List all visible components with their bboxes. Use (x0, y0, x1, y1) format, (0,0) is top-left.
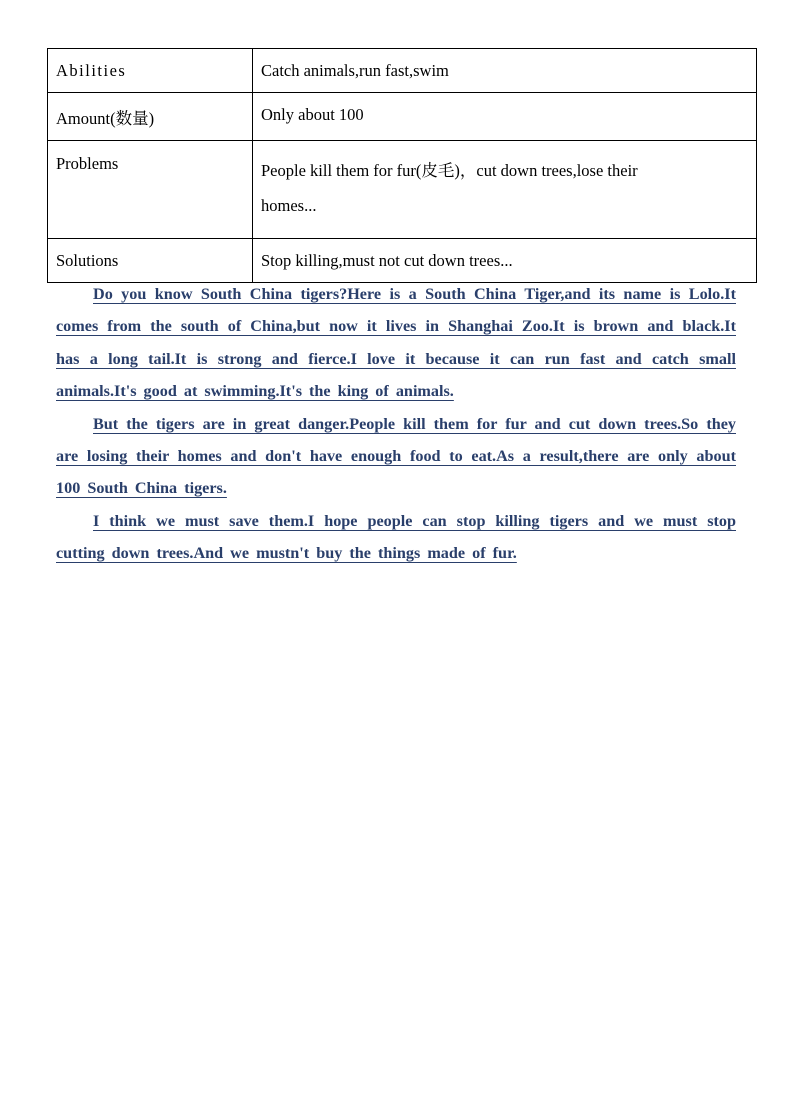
row-value-problems (253, 141, 757, 239)
row-label-problems: Problems (48, 141, 253, 239)
row-value-abilities: Catch animals,run fast,swim (253, 49, 757, 93)
essay-paragraph-2 (56, 408, 736, 505)
row-label-amount: Amount(数量) (48, 93, 253, 141)
essay-paragraph-1-text: Do you know South China tigers?Here is a South China Tiger,and its name is Lolo.It comes from the south of China,but now it lives in Shanghai Zoo.It is brown and black.It has a long tail.It is strong and fierce.I love it because it can run fast and catch small animals.It's good at swimming.It's the king of animals. (56, 285, 736, 401)
essay-text (56, 278, 736, 570)
problems-line-1: People kill them for fur(皮毛)，cut down trees,lose their (261, 161, 638, 180)
tiger-info-table (47, 48, 757, 283)
essay-paragraph-3 (56, 505, 736, 570)
row-value-solutions: Stop killing,must not cut down trees... (253, 239, 757, 283)
essay-paragraph-1 (56, 278, 736, 408)
row-value-amount: Only about 100 (253, 93, 757, 141)
table-row (48, 141, 757, 239)
row-label-abilities: Abilities (48, 49, 253, 93)
essay-paragraph-3-text: I think we must save them.I hope people can stop killing tigers and we must stop cutting down trees.And we mustn't buy the things made of fur. (56, 511, 736, 563)
table-row (48, 93, 757, 141)
table-row (48, 49, 757, 93)
problems-line-2: homes... (261, 196, 317, 215)
table-row (48, 239, 757, 283)
row-label-solutions: Solutions (48, 239, 253, 283)
essay-paragraph-2-text: But the tigers are in great danger.People kill them for fur and cut down trees.So they are losing their homes and don't have enough food to eat.As a result,there are only about 100 South China tigers. (56, 414, 736, 498)
